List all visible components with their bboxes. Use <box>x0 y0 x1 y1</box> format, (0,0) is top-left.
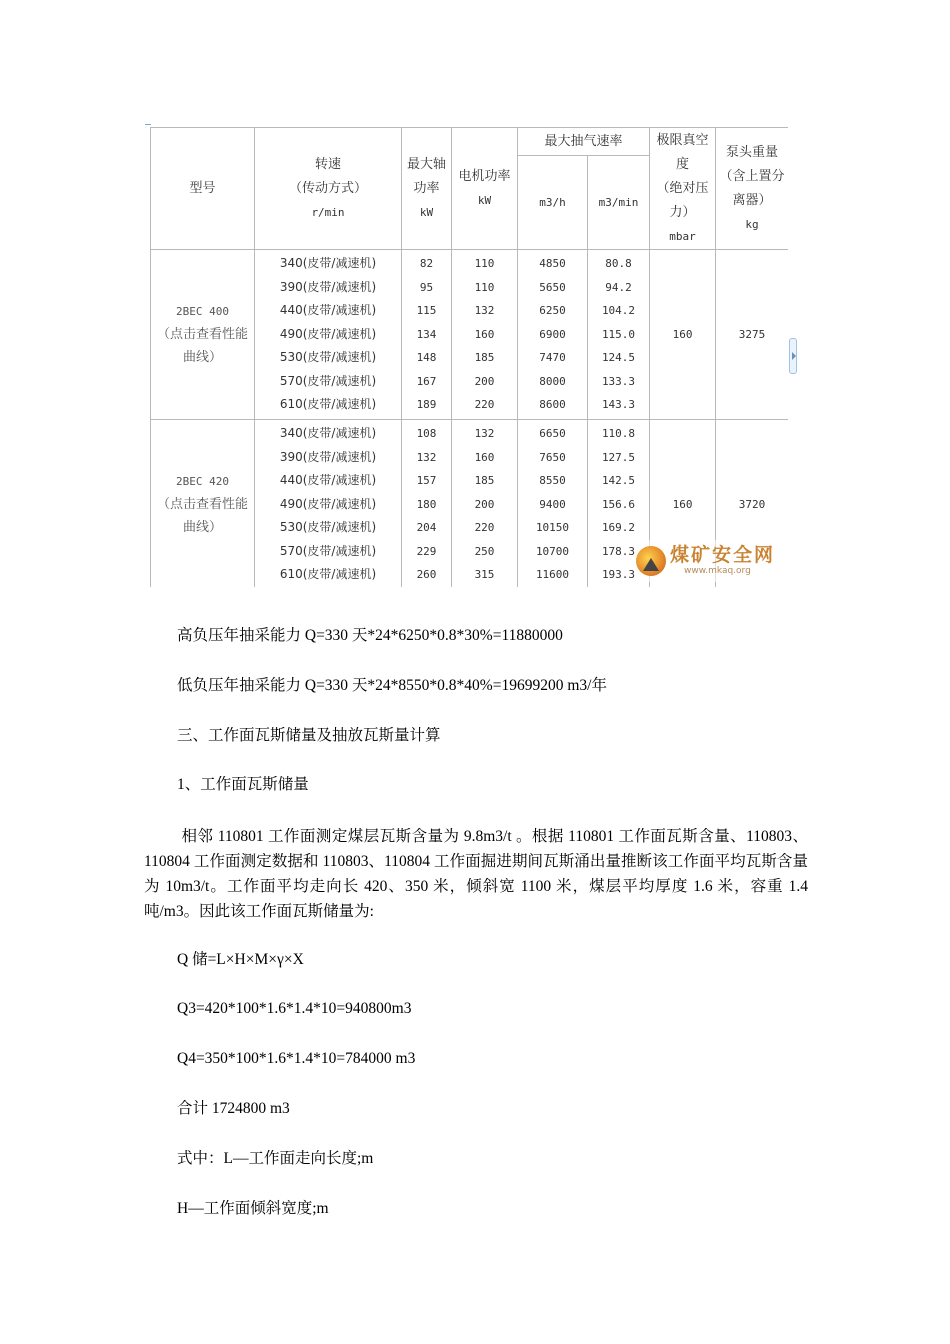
cell: 132 <box>416 450 437 464</box>
cell: 220 <box>474 521 495 535</box>
cell: 340(皮带/减速机) <box>279 425 377 440</box>
header-shaft-power: 最大轴 功率 kW <box>402 128 452 250</box>
q3-formula: Q3=420*100*1.6*1.4*10=940800m3 <box>177 1000 412 1017</box>
cell: 440(皮带/减速机) <box>279 303 377 318</box>
low-pressure-capacity: 低负压年抽采能力 Q=330 天*24*8550*0.8*40%=19699200 m3/年 <box>177 677 607 694</box>
cell: 104.2 <box>601 304 636 318</box>
total-line: 合计 1724800 m3 <box>177 1100 290 1117</box>
header-vacuum: 极限真空 度 （绝对压 力） mbar <box>650 128 716 250</box>
cell: 4850 <box>539 256 566 270</box>
cell: 490(皮带/减速机) <box>279 326 377 341</box>
cell: 82 <box>419 256 434 270</box>
header-weight: 泵头重量 （含上置分 离器） kg <box>716 128 788 250</box>
header-rate-m3min: m3/min <box>588 156 650 250</box>
weight-cell: 3720 <box>716 420 788 588</box>
vacuum-cell: 160 <box>650 420 716 588</box>
cell: 169.2 <box>601 521 636 535</box>
motor-power-list <box>452 250 518 420</box>
watermark-url: www.mkaq.org <box>684 566 751 576</box>
cell: 189 <box>416 398 437 412</box>
rate-m3h-list <box>518 420 588 588</box>
cell: 9400 <box>539 497 566 511</box>
cell: 490(皮带/减速机) <box>279 496 377 511</box>
cell: 108 <box>416 426 437 440</box>
cell: 340(皮带/减速机) <box>279 255 377 270</box>
cell: 220 <box>474 398 495 412</box>
cell: 156.6 <box>601 497 636 511</box>
cell: 7470 <box>539 351 566 365</box>
cell: 6900 <box>539 327 566 341</box>
cell: 160 <box>474 450 495 464</box>
weight-cell: 3275 <box>716 250 788 420</box>
header-speed: 转速 （传动方式） r/min <box>255 128 402 250</box>
shaft-power-list <box>402 420 452 588</box>
cell: 8000 <box>539 374 566 388</box>
cell: 6250 <box>539 304 566 318</box>
definition-h: H—工作面倾斜宽度;m <box>177 1200 329 1217</box>
pump-spec-table <box>150 127 788 587</box>
reserve-formula: Q 储=L×H×M×γ×X <box>177 951 304 968</box>
header-model: 型号 <box>151 128 255 250</box>
cell: 530(皮带/减速机) <box>279 520 377 535</box>
rate-m3min-list <box>588 250 650 420</box>
cell: 134 <box>416 327 437 341</box>
cell: 390(皮带/减速机) <box>279 449 377 464</box>
cell: 132 <box>474 304 495 318</box>
watermark-logo <box>636 540 796 582</box>
cell: 110.8 <box>601 426 636 440</box>
cell: 10150 <box>535 521 570 535</box>
cell: 8600 <box>539 398 566 412</box>
cell: 178.3 <box>601 544 636 558</box>
cell: 185 <box>474 474 495 488</box>
cell: 115.0 <box>601 327 636 341</box>
cell: 7650 <box>539 450 566 464</box>
cell: 180 <box>416 497 437 511</box>
table-corner-mark <box>145 124 151 125</box>
rate-m3h-list <box>518 250 588 420</box>
pump-spec-table-container <box>150 127 788 587</box>
cell: 570(皮带/减速机) <box>279 373 377 388</box>
cell: 127.5 <box>601 450 636 464</box>
cell: 5650 <box>539 280 566 294</box>
cell: 143.3 <box>601 398 636 412</box>
gas-content-paragraph: 相邻 110801 工作面测定煤层瓦斯含量为 9.8m3/t 。根据 110801 工作面瓦斯含量、110803、110804 工作面测定数据和 110803、110804 工作面掘进期间瓦斯涌出量推断该工作面平均瓦斯含量为 10m3/t。工作面平均走向长 420、350 米，倾斜宽 1100 米，煤层平均厚度 1.6 米，容重 1.4 吨/m3。因此该工作面瓦斯储量为: <box>144 828 808 920</box>
table-group-row <box>151 250 789 420</box>
cell: 80.8 <box>605 256 632 270</box>
cell: 193.3 <box>601 568 636 582</box>
cell: 610(皮带/减速机) <box>279 567 377 582</box>
speed-list <box>255 420 402 588</box>
cell: 440(皮带/减速机) <box>279 473 377 488</box>
cell: 124.5 <box>601 351 636 365</box>
header-row-1 <box>151 128 789 156</box>
q4-formula: Q4=350*100*1.6*1.4*10=784000 m3 <box>177 1050 416 1067</box>
motor-power-list <box>452 420 518 588</box>
cell: 148 <box>416 351 437 365</box>
subsection-heading: 1、工作面瓦斯储量 <box>177 776 309 793</box>
cell: 167 <box>416 374 437 388</box>
cell: 250 <box>474 544 495 558</box>
cell: 200 <box>474 497 495 511</box>
model-cell-2bec400[interactable]: 2BEC 400 （点击查看性能 曲线） <box>151 250 255 420</box>
cell: 157 <box>416 474 437 488</box>
cell: 132 <box>474 426 495 440</box>
shaft-power-list <box>402 250 452 420</box>
section-heading: 三、工作面瓦斯储量及抽放瓦斯量计算 <box>177 727 441 744</box>
model-cell-2bec420[interactable]: 2BEC 420 （点击查看性能 曲线） <box>151 420 255 588</box>
speed-list <box>255 250 402 420</box>
cell: 95 <box>419 280 434 294</box>
high-pressure-capacity: 高负压年抽采能力 Q=330 天*24*6250*0.8*30%=11880000 <box>177 627 563 644</box>
mine-logo-icon <box>636 546 666 576</box>
cell: 11600 <box>535 568 570 582</box>
cell: 110 <box>474 280 495 294</box>
cell: 530(皮带/减速机) <box>279 350 377 365</box>
cell: 142.5 <box>601 474 636 488</box>
cell: 133.3 <box>601 374 636 388</box>
vacuum-cell: 160 <box>650 250 716 420</box>
cell: 115 <box>416 304 437 318</box>
cell: 390(皮带/减速机) <box>279 279 377 294</box>
definition-l: 式中：L—工作面走向长度;m <box>177 1150 374 1167</box>
cell: 610(皮带/减速机) <box>279 397 377 412</box>
cell: 229 <box>416 544 437 558</box>
cell: 10700 <box>535 544 570 558</box>
cell: 185 <box>474 351 495 365</box>
cell: 260 <box>416 568 437 582</box>
header-rate-m3h: m3/h <box>518 156 588 250</box>
cell: 204 <box>416 521 437 535</box>
expand-arrow-icon[interactable] <box>789 338 797 374</box>
cell: 6650 <box>539 426 566 440</box>
cell: 94.2 <box>605 280 632 294</box>
cell: 110 <box>474 256 495 270</box>
watermark-title: 煤矿安全网 <box>670 544 776 566</box>
header-motor-power: 电机功率 kW <box>452 128 518 250</box>
cell: 160 <box>474 327 495 341</box>
cell: 200 <box>474 374 495 388</box>
cell: 570(皮带/减速机) <box>279 543 377 558</box>
header-max-rate: 最大抽气速率 <box>518 128 650 156</box>
cell: 315 <box>474 568 495 582</box>
cell: 8550 <box>539 474 566 488</box>
